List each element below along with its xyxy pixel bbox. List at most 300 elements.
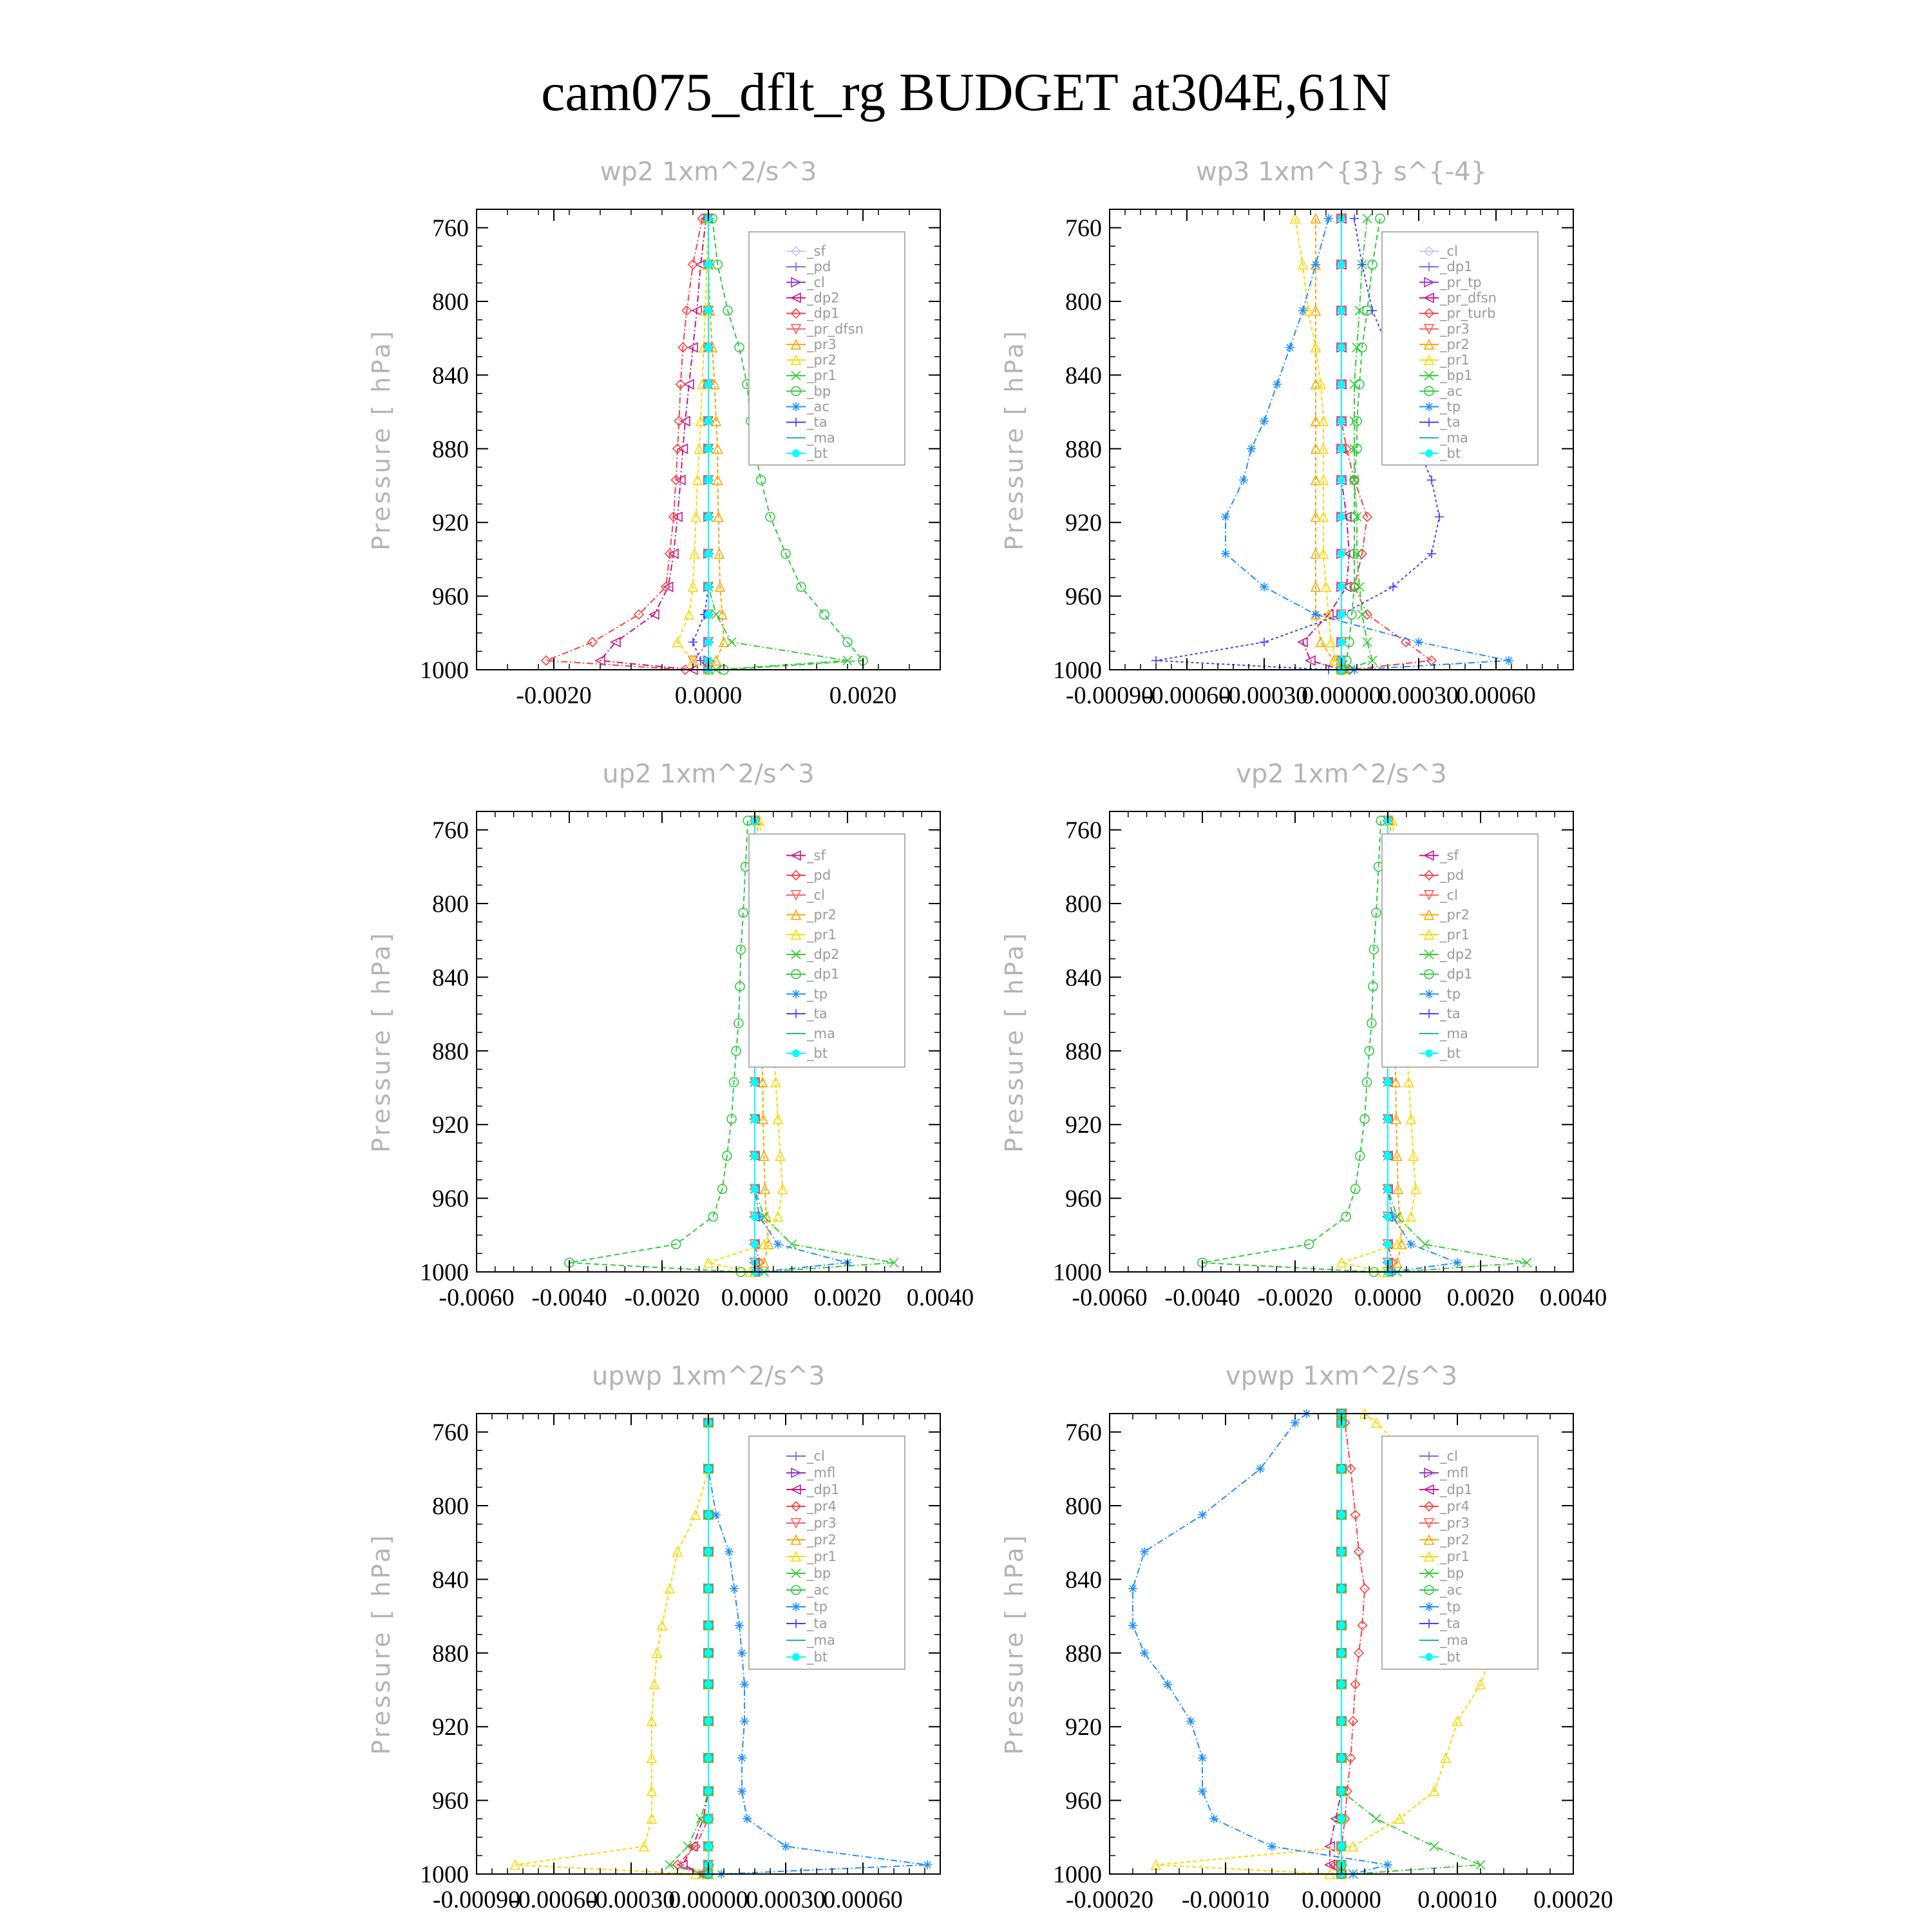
data-point <box>1260 638 1269 647</box>
y-axis-label: Pressure [ hPa] <box>367 931 395 1153</box>
data-point <box>1198 1510 1207 1519</box>
legend-label: _ta <box>1440 414 1461 430</box>
y-axis-label: Pressure [ hPa] <box>1000 931 1028 1153</box>
data-point <box>1388 582 1397 591</box>
legend-label: _pr_dfsn <box>1440 290 1497 306</box>
x-tick-label: 0.00010 <box>1417 1886 1497 1913</box>
x-tick-label: 0.00060 <box>823 1886 903 1913</box>
data-point <box>1338 1465 1345 1473</box>
data-point <box>1151 656 1160 665</box>
data-point <box>773 1240 782 1249</box>
legend-marker <box>791 989 800 998</box>
x-tick-label: -0.0040 <box>531 1284 607 1311</box>
series-dp1 <box>542 214 706 674</box>
data-point <box>705 1511 712 1519</box>
data-point <box>740 1680 749 1689</box>
legend <box>1382 834 1538 1067</box>
data-point <box>1338 417 1345 425</box>
legend-label: _pr1 <box>807 927 837 943</box>
legend-marker <box>1425 1653 1433 1661</box>
legend-label: _mfl <box>807 1465 836 1481</box>
data-point <box>1338 1511 1345 1519</box>
data-point <box>1338 1718 1345 1725</box>
series-line <box>515 1423 708 1874</box>
data-point <box>1338 344 1345 352</box>
data-point <box>1350 214 1359 223</box>
data-point <box>1260 417 1269 426</box>
panel-title: upwp 1xm^2/s^3 <box>592 1361 825 1391</box>
data-point <box>1383 1861 1392 1870</box>
legend-label: _dp1 <box>1440 1482 1473 1497</box>
y-tick-label: 760 <box>432 1419 469 1446</box>
y-tick-label: 1000 <box>420 657 469 684</box>
legend-label: _pr1 <box>1440 352 1470 368</box>
legend-label: _dp2 <box>1440 947 1473 962</box>
data-point <box>1384 1213 1392 1220</box>
legend-label: _pr2 <box>1440 1532 1470 1548</box>
x-tick-label: -0.00060 <box>509 1886 598 1913</box>
chart-panel-2 <box>1000 157 1573 709</box>
data-point <box>1338 1842 1345 1850</box>
data-point <box>1325 1842 1334 1851</box>
legend-marker <box>791 402 800 412</box>
data-point <box>1338 1680 1345 1688</box>
data-point <box>1338 261 1345 269</box>
legend-marker <box>792 1653 800 1661</box>
x-tick-label: -0.00060 <box>1142 682 1231 709</box>
y-axis-label: Pressure [ hPa] <box>367 328 395 551</box>
y-tick-label: 920 <box>432 1112 469 1139</box>
legend-label: _ta <box>1440 1616 1461 1631</box>
x-tick-label: 0.00020 <box>1533 1886 1613 1913</box>
data-point <box>1430 1842 1439 1851</box>
y-tick-label: 1000 <box>420 1861 469 1888</box>
legend-label: _pr4 <box>807 1499 837 1514</box>
data-point <box>705 1548 712 1556</box>
figure-title: cam075_dflt_rg BUDGET at304E,61N <box>541 62 1391 122</box>
legend <box>749 1436 905 1669</box>
legend-label: _ma <box>1440 1025 1468 1041</box>
series-line <box>1347 218 1372 670</box>
data-point <box>705 1465 712 1473</box>
x-tick-label: 0.0040 <box>1539 1284 1607 1311</box>
data-point <box>1239 475 1248 484</box>
legend-label: _bp1 <box>1440 368 1473 384</box>
data-point <box>751 1078 759 1086</box>
y-tick-label: 1000 <box>420 1259 469 1286</box>
panel-title: wp3 1xm^{3} s^{-4} <box>1195 157 1488 187</box>
legend-label: _cl <box>807 1448 825 1464</box>
series-dp1 <box>1198 816 1385 1276</box>
x-tick-label: 0.0000 <box>1354 1284 1422 1311</box>
data-point <box>1384 1078 1392 1086</box>
data-point <box>705 1787 712 1795</box>
legend-label: _dp1 <box>807 966 840 982</box>
x-tick-label: -0.00090 <box>432 1886 521 1913</box>
legend-label: _pd <box>807 867 831 884</box>
y-tick-label: 880 <box>1065 435 1102 463</box>
data-point <box>1338 638 1345 646</box>
y-tick-label: 1000 <box>1053 1259 1102 1286</box>
y-tick-label: 880 <box>432 435 469 463</box>
legend-label: _ac <box>807 1582 829 1598</box>
data-point <box>735 343 744 352</box>
y-tick-label: 960 <box>432 1787 469 1815</box>
x-tick-label: 0.0000 <box>721 1284 789 1311</box>
legend-marker <box>1425 1602 1434 1611</box>
x-tick-label: 0.00060 <box>1456 682 1536 709</box>
legend-label: _pr_turb <box>1440 305 1496 321</box>
data-point <box>588 638 597 647</box>
y-tick-label: 760 <box>432 214 469 242</box>
legend-label: _cl <box>807 274 825 290</box>
data-point <box>923 1861 932 1870</box>
panel-title: up2 1xm^2/s^3 <box>602 759 815 789</box>
data-point <box>1221 549 1230 558</box>
x-tick-label: -0.0020 <box>624 1284 700 1311</box>
y-tick-label: 800 <box>432 1493 469 1520</box>
data-point <box>705 1754 712 1762</box>
data-point <box>1128 1621 1137 1630</box>
y-tick-label: 760 <box>1065 214 1102 242</box>
series-line <box>546 218 702 670</box>
y-tick-label: 880 <box>1065 1640 1102 1667</box>
data-point <box>1372 1814 1381 1823</box>
y-tick-label: 800 <box>1065 891 1102 918</box>
chart-panel-3 <box>367 759 974 1311</box>
legend-label: _bt <box>1440 445 1461 461</box>
legend <box>1382 232 1538 465</box>
y-axis-label: Pressure [ hPa] <box>1000 328 1028 551</box>
legend-label: _ma <box>1440 430 1468 446</box>
data-point <box>737 1786 746 1795</box>
legend <box>1382 1436 1538 1669</box>
legend-label: _pr2 <box>1440 907 1470 923</box>
chart-panel-4 <box>1000 759 1607 1311</box>
data-point <box>705 445 712 453</box>
data-point <box>1384 1185 1392 1193</box>
data-point <box>1441 1754 1450 1763</box>
legend-label: _dp2 <box>807 290 840 306</box>
data-point <box>1338 513 1345 521</box>
data-point <box>1273 380 1282 389</box>
x-tick-label: 0.0040 <box>906 1284 974 1311</box>
legend-label: _bt <box>807 1045 828 1061</box>
data-point <box>1256 1464 1265 1473</box>
y-tick-label: 1000 <box>1053 1861 1102 1888</box>
data-point <box>1311 260 1320 269</box>
legend-label: _pr_dfsn <box>807 321 864 337</box>
x-tick-label: -0.0060 <box>1072 1284 1148 1311</box>
x-tick-label: -0.00090 <box>1065 682 1154 709</box>
data-point <box>1453 1717 1462 1726</box>
data-point <box>705 1842 712 1850</box>
data-point <box>1338 1548 1345 1556</box>
panel-title: vpwp 1xm^2/s^3 <box>1225 1361 1458 1391</box>
y-tick-label: 800 <box>1065 1493 1102 1520</box>
data-point <box>688 638 697 647</box>
legend-label: _ma <box>807 1025 835 1041</box>
legend-label: _ma <box>807 1633 835 1648</box>
data-point <box>1504 656 1513 665</box>
data-point <box>673 1548 682 1557</box>
legend-marker <box>1425 402 1434 412</box>
chart-panel-5 <box>367 1361 940 1913</box>
y-tick-label: 840 <box>1065 362 1102 390</box>
y-tick-label: 960 <box>1065 583 1102 611</box>
data-point <box>1311 610 1320 619</box>
data-point <box>1406 1240 1416 1249</box>
x-tick-label: 0.0020 <box>1446 1284 1515 1311</box>
data-point <box>1285 343 1294 352</box>
x-tick-label: -0.0060 <box>439 1284 515 1311</box>
legend-label: _ac <box>1440 383 1463 399</box>
data-point <box>1368 306 1377 315</box>
data-point <box>1267 1842 1276 1851</box>
y-tick-label: 840 <box>432 1566 469 1594</box>
data-point <box>1260 582 1269 591</box>
legend-label: _ta <box>807 1006 828 1022</box>
legend-label: _pr1 <box>807 1549 837 1564</box>
data-point <box>1338 1649 1345 1657</box>
data-point <box>1198 1754 1207 1763</box>
data-point <box>1338 1787 1345 1795</box>
y-tick-label: 1000 <box>1053 657 1102 684</box>
x-tick-label: 0.0020 <box>829 682 897 709</box>
legend-label: _sf <box>1440 848 1459 864</box>
data-point <box>1427 549 1436 558</box>
legend-label: _pr3 <box>1440 1515 1470 1531</box>
data-point <box>737 1649 746 1658</box>
y-tick-label: 800 <box>1065 289 1102 316</box>
legend-label: _pr3 <box>1440 321 1470 337</box>
legend-label: _pr3 <box>807 1515 837 1531</box>
data-point <box>705 1649 712 1657</box>
data-point <box>1298 306 1307 315</box>
legend-label: _pr1 <box>807 368 837 384</box>
legend-label: _ma <box>1440 1633 1468 1648</box>
data-point <box>705 1815 712 1823</box>
data-point <box>1338 611 1345 618</box>
y-tick-label: 960 <box>1065 1185 1102 1213</box>
x-tick-label: -0.00020 <box>1065 1886 1154 1913</box>
legend-label: _ma <box>807 430 835 446</box>
legend-label: _ac <box>807 399 829 415</box>
y-tick-label: 880 <box>432 1640 469 1667</box>
x-tick-label: -0.0040 <box>1164 1284 1240 1311</box>
x-tick-label: -0.0020 <box>1257 1284 1333 1311</box>
legend-label: _pr1 <box>1440 927 1470 943</box>
legend-label: _bt <box>1440 1649 1461 1665</box>
data-point <box>1209 1814 1218 1823</box>
chart-panel-6 <box>1000 1361 1613 1913</box>
chart-panel-1 <box>367 157 940 709</box>
data-point <box>1476 1861 1485 1870</box>
series-dp1 <box>1325 1409 1346 1879</box>
series-line <box>569 820 748 1272</box>
series-line <box>670 1423 708 1874</box>
legend-label: _cl <box>1440 1448 1458 1464</box>
legend-label: _dp1 <box>807 1482 840 1497</box>
legend-label: _pr2 <box>807 907 837 923</box>
legend-label: _tp <box>807 986 828 1002</box>
data-point <box>724 1548 734 1557</box>
legend-marker <box>792 450 800 457</box>
y-tick-label: 840 <box>432 964 469 992</box>
legend-label: _pr2 <box>1440 336 1470 352</box>
y-tick-label: 760 <box>1065 1419 1102 1446</box>
data-point <box>1186 1717 1195 1726</box>
data-point <box>740 1717 749 1726</box>
y-tick-label: 920 <box>432 1714 469 1741</box>
series-pr1 <box>511 1418 713 1879</box>
x-tick-label: 0.00030 <box>1379 682 1459 709</box>
data-point <box>705 513 712 521</box>
x-tick-label: -0.00010 <box>1181 1886 1270 1913</box>
data-point <box>705 261 712 269</box>
series-line <box>1202 820 1381 1272</box>
legend-marker <box>792 1050 800 1057</box>
data-point <box>705 638 712 646</box>
x-tick-label: 0.00000 <box>1302 682 1381 709</box>
panel-title: vp2 1xm^2/s^3 <box>1236 759 1447 789</box>
data-point <box>1384 1115 1392 1123</box>
legend-label: _dp2 <box>807 947 840 962</box>
legend-marker <box>1425 1050 1433 1057</box>
data-point <box>737 1754 746 1763</box>
data-point <box>1221 513 1230 522</box>
data-point <box>1338 381 1345 388</box>
legend-label: _dp1 <box>807 305 840 321</box>
legend-label: _dp1 <box>1440 259 1473 275</box>
legend-label: _ta <box>807 1616 828 1631</box>
legend-label: _bp <box>807 1566 831 1581</box>
legend-label: _bt <box>807 1649 828 1665</box>
data-point <box>820 610 829 619</box>
legend-marker <box>791 1602 800 1611</box>
legend-label: _pr2 <box>807 1532 837 1548</box>
y-tick-label: 960 <box>432 583 469 611</box>
data-point <box>705 476 712 484</box>
data-point <box>1291 1418 1300 1427</box>
legend-marker <box>1425 989 1434 998</box>
data-point <box>1324 214 1333 223</box>
data-point <box>705 417 712 425</box>
series-dp1 <box>565 816 752 1276</box>
x-tick-label: 0.00000 <box>1302 1886 1381 1913</box>
legend-label: _bt <box>807 445 828 461</box>
data-point <box>1435 513 1444 522</box>
data-point <box>743 1814 752 1823</box>
data-point <box>730 1584 739 1593</box>
data-point <box>1247 444 1256 453</box>
data-point <box>712 1510 721 1519</box>
panel-title: wp2 1xm^2/s^3 <box>600 157 817 187</box>
y-tick-label: 840 <box>1065 964 1102 992</box>
y-tick-label: 920 <box>1065 1112 1102 1139</box>
y-tick-label: 760 <box>432 817 469 844</box>
x-tick-label: 0.00000 <box>668 1886 748 1913</box>
legend-label: _bp <box>1440 1566 1464 1581</box>
data-point <box>1427 475 1436 484</box>
legend-label: _pr1 <box>1440 1549 1470 1564</box>
legend-label: _cl <box>807 887 825 903</box>
legend-label: _ta <box>1440 1006 1461 1022</box>
legend-label: _pr2 <box>807 352 837 368</box>
data-point <box>705 583 712 591</box>
y-tick-label: 920 <box>432 509 469 537</box>
y-axis-label: Pressure [ hPa] <box>367 1533 395 1755</box>
data-point <box>751 1213 759 1220</box>
data-point <box>1384 1152 1392 1160</box>
series-line <box>1295 218 1341 670</box>
y-tick-label: 960 <box>432 1185 469 1213</box>
legend <box>749 834 905 1067</box>
data-point <box>1338 445 1345 453</box>
legend-label: _pd <box>807 259 831 275</box>
x-tick-label: -0.0020 <box>516 682 592 709</box>
y-tick-label: 840 <box>432 362 469 390</box>
data-point <box>705 1622 712 1629</box>
data-point <box>705 550 712 558</box>
data-point <box>1306 656 1315 665</box>
data-point <box>1140 1649 1149 1658</box>
data-point <box>1338 307 1345 314</box>
legend-label: _tp <box>1440 986 1461 1002</box>
y-tick-label: 920 <box>1065 1714 1102 1741</box>
legend-label: _sf <box>807 848 826 864</box>
data-point <box>665 1584 674 1593</box>
data-point <box>781 1842 790 1851</box>
data-point <box>1384 1240 1392 1248</box>
series-bt <box>1338 1410 1345 1878</box>
data-point <box>1338 1754 1345 1762</box>
series-line <box>1336 1414 1365 1874</box>
data-point <box>705 1585 712 1593</box>
y-tick-label: 880 <box>432 1037 469 1065</box>
x-tick-label: 0.0000 <box>674 682 743 709</box>
data-point <box>1198 1786 1207 1795</box>
data-point <box>1338 1622 1345 1629</box>
legend-label: _tp <box>1440 399 1461 415</box>
y-tick-label: 920 <box>1065 509 1102 537</box>
x-tick-label: 0.00030 <box>746 1886 826 1913</box>
y-tick-label: 960 <box>1065 1787 1102 1815</box>
x-tick-label: -0.00030 <box>587 1886 676 1913</box>
legend-label: _pr_tp <box>1440 274 1482 290</box>
x-tick-label: -0.00030 <box>1220 682 1309 709</box>
data-point <box>1338 1815 1345 1823</box>
legend-label: _mfl <box>1440 1465 1469 1481</box>
legend-label: _dp1 <box>1440 966 1473 982</box>
legend <box>749 232 905 465</box>
data-point <box>705 307 712 314</box>
legend-label: _pr3 <box>807 336 837 352</box>
data-point <box>705 611 712 618</box>
legend-label: _sf <box>807 243 826 260</box>
y-tick-label: 800 <box>432 891 469 918</box>
data-point <box>1453 1258 1462 1267</box>
data-point <box>1368 656 1377 665</box>
data-point <box>1338 476 1345 484</box>
data-point <box>705 1680 712 1688</box>
data-point <box>1414 638 1423 647</box>
legend-label: _ac <box>1440 1582 1463 1598</box>
series-line <box>1330 1414 1341 1874</box>
legend-label: _cl <box>1440 243 1458 260</box>
y-tick-label: 760 <box>1065 817 1102 844</box>
y-axis-label: Pressure [ hPa] <box>1000 1533 1028 1755</box>
